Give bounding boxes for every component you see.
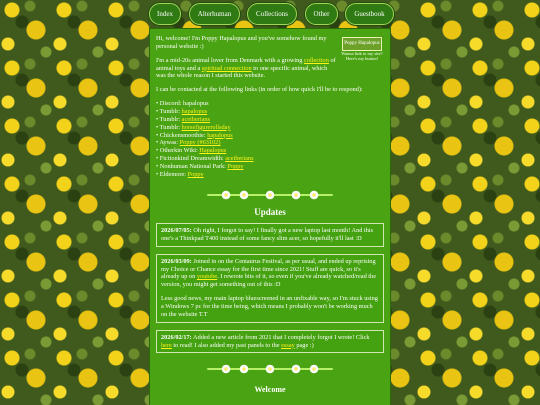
flower-icon [309,364,319,374]
update-text: Joined in on the Centaurus Festival, as per usual, and ended up reprising my Choice or Chance essay for the first time since 2021! Stuff are quick, so it's already up on [161,257,376,281]
nav-other[interactable] [305,3,338,25]
contact-link[interactable]: aceiberians [225,155,254,163]
contact-item-otherkin-wiki [156,147,384,155]
youtube-link[interactable]: youtube [196,273,218,281]
contact-item-discord [156,100,384,108]
contact-item-aywas [156,139,384,147]
update-entry [156,254,384,323]
collection-link[interactable]: collection [304,56,329,64]
flower-divider [195,189,345,201]
contact-link[interactable]: Poppy [227,163,244,171]
update-date: 2026/02/17: [161,333,192,341]
contact-item-tumblr-2 [156,116,384,124]
welcome-heading: Welcome [254,385,286,395]
update-text: Oh right, I forgot to say! I finally got a new laptop last month! And this one's a Thinkpad T400 instead of some fancy slim acer, so hopefully it'll last :D [161,227,374,242]
contact-link[interactable]: Poppy [187,170,204,178]
nav-index[interactable] [149,3,181,25]
update-text: to read! I also added my past panels to the [171,341,282,349]
contact-prefix: • Chickensmoothie: [156,131,208,139]
update-entry [156,223,384,247]
update-date: 2026/03/09: [161,257,192,265]
contact-prefix: • Tumblr: [156,123,182,131]
flower-icon [291,190,301,200]
intro-about-text-b: of animal toys and a [156,56,336,72]
nav-guestbook-label: Guestbook [354,10,385,18]
contact-intro: I can be contacted at the following links (in order of how quick I'll be to respond): [156,86,363,94]
flower-icon [309,190,319,200]
contact-link[interactable]: Poppy (#63102) [179,139,221,147]
content-panel [149,28,391,405]
update-paragraph [161,258,379,289]
intro-section [156,35,384,179]
nav-collections-label: Collections [256,10,288,18]
contact-item-chickensmoothie [156,132,384,140]
updates-heading: Updates [254,206,286,217]
nav-other-label: Other [313,10,330,18]
contact-item-tumblr-1 [156,108,384,116]
contact-link[interactable]: aceiberians [181,115,210,123]
update-date: 2026/07/05: [161,227,192,234]
nav-index-label: Index [157,10,173,18]
contact-prefix: • Otherkin Wiki: [156,147,200,155]
contact-prefix: • Discord: [156,100,184,108]
essay-link[interactable]: essay [281,341,295,349]
contact-prefix: • Eldemore: [156,170,188,178]
flower-icon [239,190,249,200]
badge-label: Poppy Hapalopus [344,41,380,46]
contact-prefix: • Fictionkind Dreamwidth: [156,155,226,163]
contact-item-nonhuman-park [156,163,384,171]
site-button-badge[interactable] [342,37,382,51]
flower-icon [265,190,275,200]
contact-prefix: • Tumblr: [156,115,182,123]
update-text: Added a new article from 2021 that I completely forgot I wrote! Click [193,333,370,341]
top-navigation [0,3,540,25]
nav-alterhuman-label: Alterhuman [197,10,232,18]
contact-prefix: • Nonhuman National Park: [156,163,228,171]
update-entry [156,330,384,354]
nav-collections[interactable] [247,3,297,25]
spiritual-connection-link[interactable]: spiritual connection [201,64,252,72]
contact-prefix: • Tumblr: [156,108,182,116]
nav-alterhuman[interactable] [189,3,240,25]
flower-icon [239,364,249,374]
contact-link[interactable]: horsefigurerollsday [181,123,231,131]
contact-item-fictionkind [156,155,384,163]
contact-link[interactable]: Hapalopus [199,147,227,155]
flower-icon [265,364,275,374]
update-paragraph: Less good news, my main laptop bluescreened in an unfixable way, so I'm stuck using a Windows 7 pc for the time being, which means I probably won't be working much on the website T.T [161,295,378,318]
flower-divider [195,363,345,375]
contact-link[interactable]: hapalopus [207,131,233,139]
contact-item-eldemore [156,171,384,179]
contact-prefix: • Aywas: [156,139,180,147]
flower-icon [221,190,231,200]
intro-about-text-c: to one specific animal, which was the whole reason I started this website. [156,64,328,80]
flower-icon [221,364,231,374]
contact-link[interactable]: hapalopus [181,108,208,116]
intro-greeting: Hi, welcome! I'm Poppy Hapalopus and you've somehow found my personal website :) [156,35,327,50]
contact-item-tumblr-3 [156,124,384,132]
flower-icon [291,364,301,374]
update-text: . I rewrote bits of it, so even if you've already watched/read the version, you might get something out of this :D [161,273,377,289]
here-link[interactable]: here [161,341,172,349]
badge-caption: Wanna link to my site? Here's my button! [341,51,383,62]
contact-value: hapalopus [183,100,209,108]
intro-about-text-a: I'm a mid-20s animal lover from Denmark with a growing [156,56,303,64]
nav-guestbook[interactable] [345,3,394,25]
contact-links-list [156,100,384,179]
update-text: page :) [294,341,314,349]
